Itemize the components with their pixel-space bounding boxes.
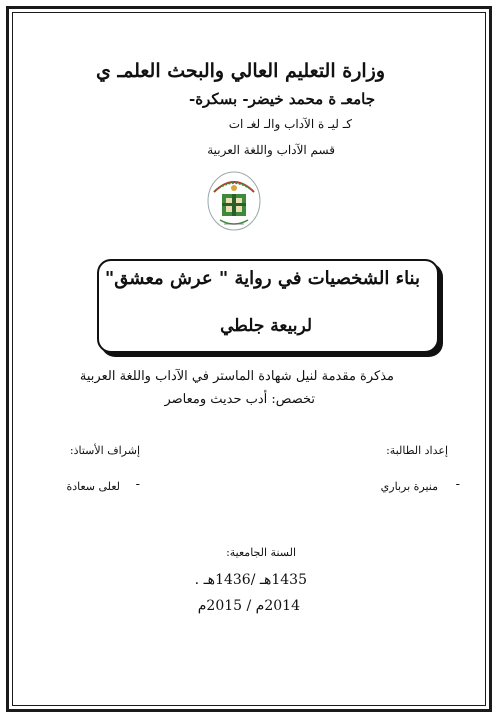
student-name: منيرة برباري [380,480,438,493]
department-name: قسم الآداب واللغة العربية [207,143,335,157]
gregorian-year: 2014م / 2015م [197,598,300,614]
supervisor-dash: - [135,477,140,492]
university-name: جامعـ ة محمد خيضر- بسكرة- [188,90,375,108]
thesis-title: بناء الشخصيات في رواية " عرش معشق" [104,268,420,289]
prepared-by-label: إعداد الطالبة: [386,444,448,457]
thesis-author: لربيعة جلطي [220,316,312,336]
faculty-name: كـ ليـ ة الآداب والـ لغـ ات [228,117,352,131]
university-emblem-icon [206,170,262,232]
specialization: تخصص: أدب حديث ومعاصر [164,392,315,407]
supervisor-label: إشراف الأستاذ: [69,444,140,457]
ministry-name: وزارة التعليم العالي والبحث العلمـ ي [96,60,385,82]
memo-description: مذكرة مقدمة لنيل شهادة الماستر في الآداب واللغة العربية [79,369,394,384]
student-dash: - [455,477,460,492]
academic-year-label: السنة الجامعية: [226,546,296,559]
hijri-year: 1435هـ /1436هـ . [194,572,307,588]
supervisor-name: لعلى سعادة [66,480,120,493]
